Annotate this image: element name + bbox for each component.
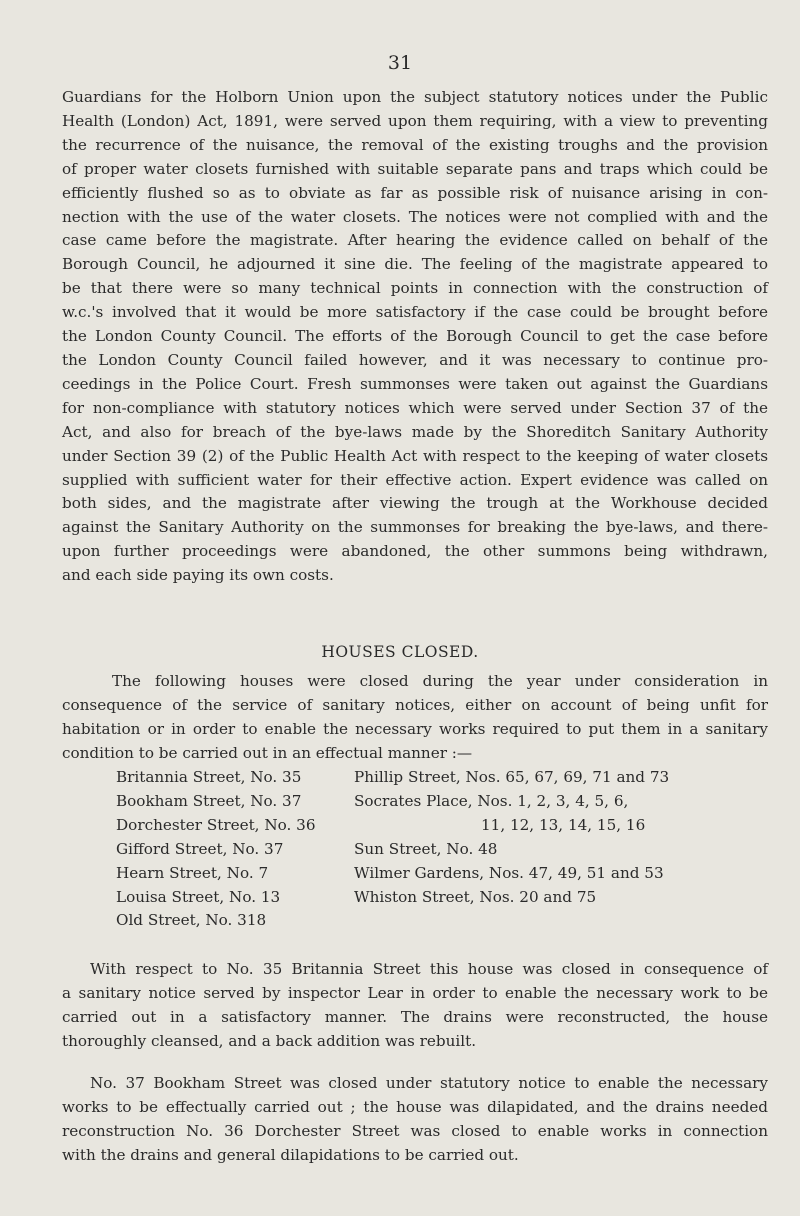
text-line: Borough Council, he adjourned it sine die. The feeling of the magistrate appeared to	[62, 255, 768, 274]
paragraph-britannia	[62, 958, 768, 1054]
text-line: of proper water closets furnished with suitable separate pans and traps which could be	[62, 159, 768, 178]
text-line: w.c.'s involved that it would be more satisfactory if the case could be brought before	[62, 303, 768, 322]
text-line: condition to be carried out in an effectual manner :—	[62, 743, 473, 762]
list-item: Sun Street, No. 48	[354, 839, 498, 858]
list-item: Louisa Street, No. 13	[116, 887, 281, 906]
page-number: 31	[387, 52, 413, 74]
text-line: Act, and also for breach of the bye-laws made by the Shoreditch Sanitary Authority	[62, 422, 768, 441]
section-heading: HOUSES CLOSED.	[321, 643, 479, 661]
list-item: Hearn Street, No. 7	[116, 863, 269, 882]
text-line: efficiently flushed so as to obviate as far as possible risk of nuisance arising in con-	[62, 183, 768, 202]
list-item: Gifford Street, No. 37	[116, 839, 284, 858]
text-line: nection with the use of the water closets. The notices were not complied with and the	[62, 207, 768, 226]
text-line: No. 37 Bookham Street was closed under statutory notice to enable the necessary	[90, 1074, 768, 1092]
text-line: works to be effectually carried out ; the house was dilapidated, and the drains needed	[62, 1097, 768, 1116]
text-line: ceedings in the Police Court. Fresh summonses were taken out against the Guardians	[62, 374, 768, 393]
paragraph-bookham	[62, 1072, 768, 1168]
text-line: for non-compliance with statutory notices which were served under Section 37 of the	[62, 398, 768, 417]
list-item: Bookham Street, No. 37	[116, 791, 302, 810]
list-item: Socrates Place, Nos. 1, 2, 3, 4, 5, 6,	[354, 791, 629, 810]
text-line: against the Sanitary Authority on the summonses for breaking the bye-laws, and there-	[62, 518, 768, 537]
list-item: Phillip Street, Nos. 65, 67, 69, 71 and 73	[354, 768, 670, 786]
paragraph-guardians	[62, 86, 768, 588]
list-item: Dorchester Street, No. 36	[116, 815, 316, 834]
list-item: Whiston Street, Nos. 20 and 75	[354, 887, 597, 906]
text-line: the London County Council failed however, and it was necessary to continue pro-	[62, 350, 768, 369]
text-line: case came before the magistrate. After hearing the evidence called on behalf of the	[62, 231, 768, 250]
text-line: Health (London) Act, 1891, were served upon them requiring, with a view to preventing	[62, 111, 768, 130]
text-line: both sides, and the magistrate after viewing the trough at the Workhouse decided	[62, 494, 768, 513]
text-line: and each side paying its own costs.	[62, 566, 334, 585]
text-line: upon further proceedings were abandoned, the other summons being withdrawn,	[62, 542, 768, 561]
text-line: The following houses were closed during the year under consideration in	[112, 672, 768, 690]
text-line: consequence of the service of sanitary notices, either on account of being unfit for	[62, 695, 768, 714]
list-item: Old Street, No. 318	[116, 911, 267, 930]
list-item: Wilmer Gardens, Nos. 47, 49, 51 and 53	[354, 863, 664, 882]
houses-list-left	[116, 766, 346, 933]
text-line: With respect to No. 35 Britannia Street this house was closed in consequence of	[90, 960, 768, 978]
text-line: a sanitary notice served by inspector Lear in order to enable the necessary work to be	[62, 983, 768, 1002]
text-line: be that there were so many technical points in connection with the construction of	[62, 279, 768, 298]
list-item: 11, 12, 13, 14, 15, 16	[481, 815, 646, 834]
text-line: reconstruction No. 36 Dorchester Street was closed to enable works in connection	[62, 1121, 768, 1140]
text-line: habitation or in order to enable the necessary works required to put them in a sanitary	[62, 719, 768, 738]
paragraph-houses-closed	[62, 670, 768, 766]
houses-list-right	[354, 766, 674, 909]
list-item: Britannia Street, No. 35	[116, 768, 302, 786]
text-line: Guardians for the Holborn Union upon the subject statutory notices under the Public	[62, 88, 768, 106]
text-line: the London County Council. The efforts of the Borough Council to get the case before	[62, 327, 768, 346]
text-line: supplied with sufficient water for their effective action. Expert evidence was called on	[62, 470, 768, 489]
text-line: with the drains and general dilapidations to be carried out.	[62, 1145, 519, 1164]
text-line: thoroughly cleansed, and a back addition was rebuilt.	[62, 1031, 477, 1050]
text-line: under Section 39 (2) of the Public Health Act with respect to the keeping of water closets	[62, 446, 768, 465]
text-line: the recurrence of the nuisance, the removal of the existing troughs and the provision	[62, 135, 768, 154]
text-line: carried out in a satisfactory manner. The drains were reconstructed, the house	[62, 1007, 768, 1026]
